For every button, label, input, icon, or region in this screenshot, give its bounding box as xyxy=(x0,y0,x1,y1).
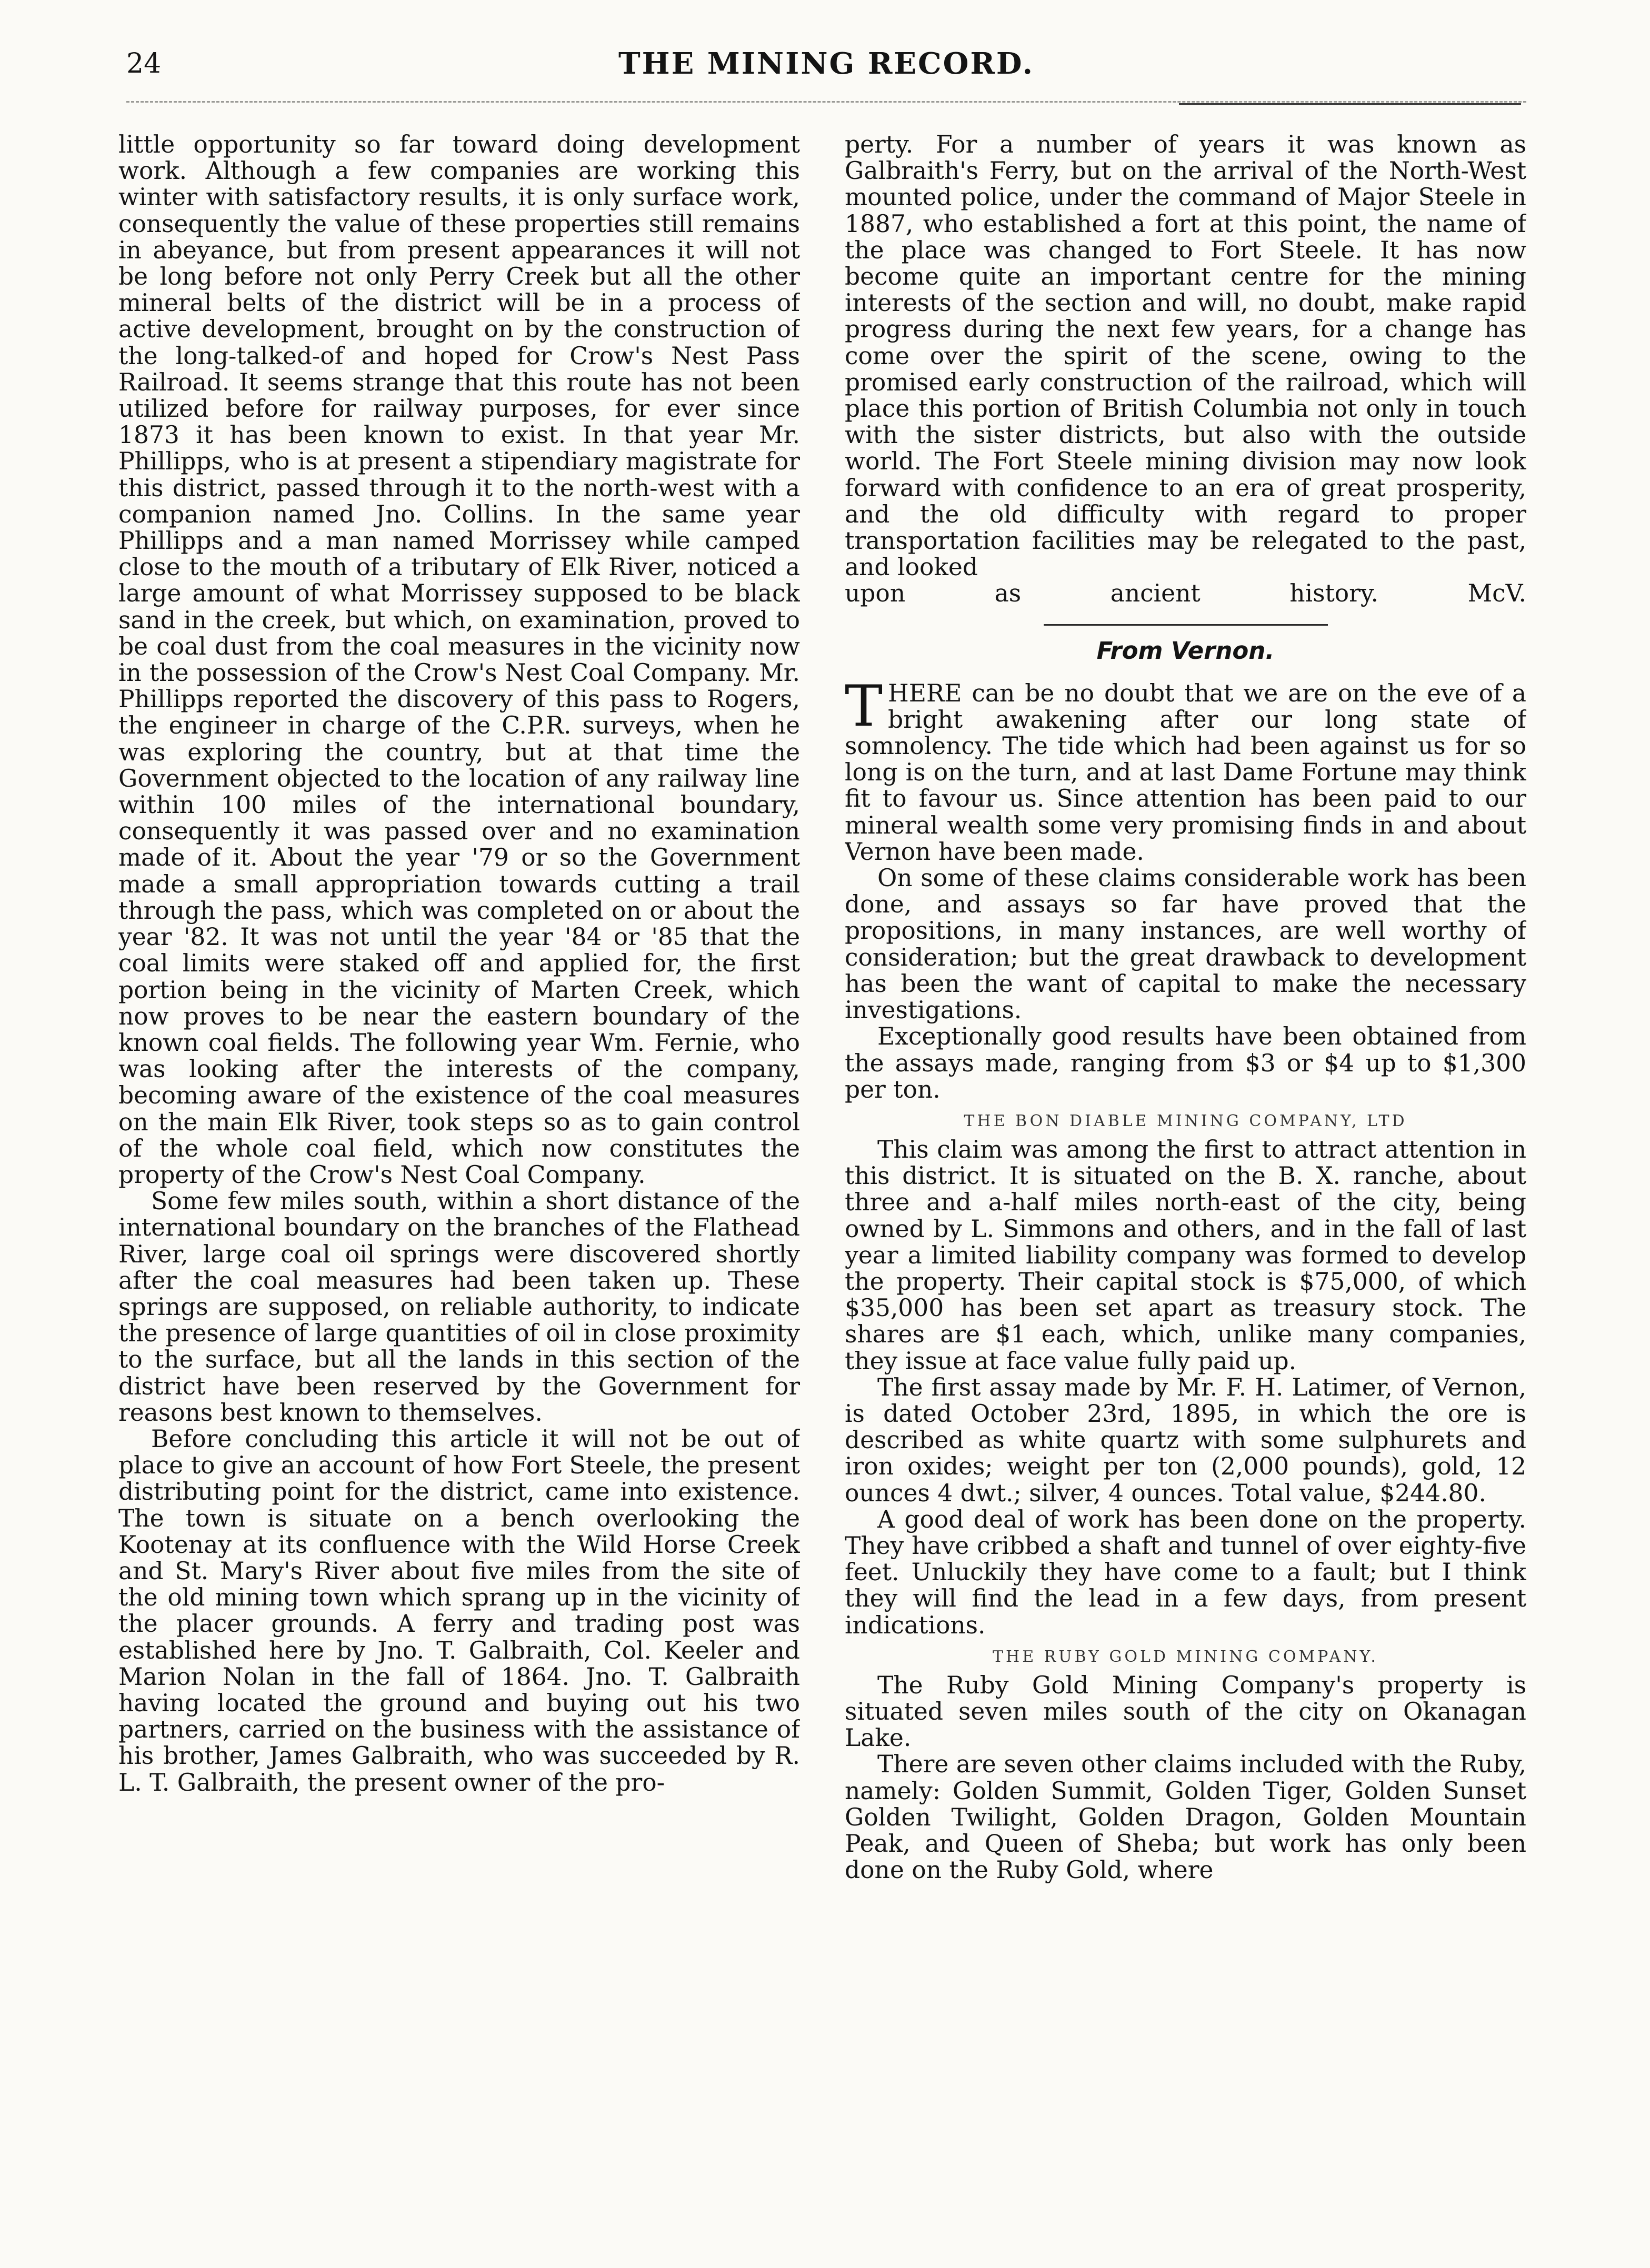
bon-diable-paragraph: This claim was among the first to attract attention in this district. It is situated on the B. X. ranche, about three and a-half miles north-east of the city, being owned by L. Simmons and others, and in the fall of last year a limited liability company was formed to develop the property. Their capital stock is $75,000, of which $35,000 has been set apart as treasury stock. The shares are $1 each, which, unlike many companies, they issue at face value fully paid up. xyxy=(845,1135,1526,1375)
article-paragraph: Some few miles south, within a short distance of the international boundary on the branches of the Flathead River, large coal oil springs were discovered shortly after the coal measures had been taken up. These springs are supposed, on reliable authority, to indicate the presence of large quantities of oil in close proximity to the surface, but all the lands in this section of the district have been reserved by the Government for reasons best known to themselves. xyxy=(118,1187,800,1427)
header-rule xyxy=(126,101,1526,103)
closing-text: upon as ancient history. xyxy=(845,579,1378,608)
section-title: From Vernon. xyxy=(1096,636,1275,665)
vernon-paragraph: Exceptionally good results have been obtained from the assays made, ranging from $3 or $4 up to $1,300 per ton. xyxy=(845,1022,1526,1103)
vernon-paragraph: THERE can be no doubt that we are on the eve of a bright awakening after our long state of somnolency. The tide which had been against us for so long is on the turn, and at last Dame Fortune may think fit to favour us. Since attention has been paid to our mineral wealth some very promising finds in and about Vernon have been made. xyxy=(845,673,1526,866)
page-header xyxy=(126,45,1526,93)
journal-title: THE MINING RECORD. xyxy=(618,46,1034,81)
bon-diable-paragraph: The first assay made by Mr. F. H. Latimer, of Vernon, is dated October 23rd, 1895, in which the ore is described as white quartz with some sulphurets and iron oxides; weight per ton (2,000 pounds), gold, 12 ounces 4 dwt.; silver, 4 ounces. Total value, $244.80. xyxy=(845,1373,1526,1507)
article-paragraph: Before concluding this article it will not be out of place to give an account of how Fort Steele, the present distributing point for the district, came into existence. The town is situate on a bench overlooking the Kootenay at its confluence with the Wild Horse Creek and St. Mary's River about five miles from the site of the old mining town which sprang up in the vicinity of the placer grounds. A ferry and trading post was established here by Jno. T. Galbraith, Col. Keeler and Marion Nolan in the fall of 1864. Jno. T. Galbraith having located the ground and buying out his two partners, carried on the business with the assistance of his brother, James Galbraith, who was succeeded by R. L. T. Galbraith, the present owner of the pro- xyxy=(118,1424,800,1797)
right-column xyxy=(845,132,1526,2210)
article-continuation: perty. For a number of years it was known as Galbraith's Ferry, but on the arrival of the North-West mounted police, under the command of Major Steele in 1887, who established a fort at this point, the name of the place was changed to Fort Steele. It has now become quite an important centre for the mining interests of the section and will, no doubt, make rapid progress during the next few years, for a change has come over the spirit of the scene, owing to the promised early construction of the railroad, which will place this portion of British Columbia not only in touch with the sister districts, but also with the outside world. The Fort Steele mining division may now look forward with confidence to an era of great prosperity, and the old difficulty with regard to proper transportation facilities may be relegated to the past, and looked xyxy=(845,132,1526,581)
section-divider xyxy=(1044,624,1328,626)
subhead-ruby-gold: THE RUBY GOLD MINING COMPANY. xyxy=(993,1647,1378,1666)
vernon-paragraph: On some of these claims considerable work has been done, and assays so far have proved that the propositions, in many instances, are well worthy of consideration; but the great drawback to development has been the want of capital to make the necessary investigations. xyxy=(845,864,1526,1025)
left-column xyxy=(118,132,800,2210)
author-signature: McV. xyxy=(1467,579,1526,608)
article-closing-line xyxy=(845,580,1526,607)
subhead-bon-diable: THE BON DIABLE MINING COMPANY, LTD xyxy=(964,1111,1407,1130)
ruby-paragraph: The Ruby Gold Mining Company's property is situated seven miles south of the city on Okanagan Lake. xyxy=(845,1671,1526,1752)
ruby-paragraph: There are seven other claims included with the Ruby, namely: Golden Summit, Golden Tiger, Golden Sunset Golden Twilight, Golden Dragon, Golden Mountain Peak, and Queen of Sheba; but work has only been done on the Ruby Gold, where xyxy=(845,1750,1526,1884)
article-paragraph: little opportunity so far toward doing development work. Although a few companies are working this winter with satisfactory results, it is only surface work, consequently the value of these properties still remains in abeyance, but from present appearances it will not be long before not only Perry Creek but all the other mineral belts of the district will be in a process of active development, brought on by the construction of the long-talked-of and hoped for Crow's Nest Pass Railroad. It seems strange that this route has not been utilized before for railway purposes, for ever since 1873 it has been known to exist. In that year Mr. Phillipps, who is at present a stipendiary magistrate for this district, passed through it to the north-west with a companion named Jno. Collins. In the same year Phillipps and a man named Morrissey while camped close to the mouth of a tributary of Elk River, noticed a large amount of what Morrissey supposed to be black sand in the creek, but which, on examination, proved to be coal dust from the coal measures in the vicinity now in the possession of the Crow's Nest Coal Company. Mr. Phillipps reported the discovery of this pass to Rogers, the engineer in charge of the C.P.R. surveys, when he was exploring the country, but at that time the Government objected to the location of any railway line within 100 miles of the international boundary, consequently it was passed over and no examination made of it. About the year '79 or so the Government made a small appropriation towards cutting a trail through the pass, which was completed on or about the year '82. It was not until the year '84 or '85 that the coal limits were staked off and applied for, the first portion being in the vicinity of Marten Creek, which now proves to be near the eastern boundary of the known coal fields. The following year Wm. Fernie, who was looking after the interests of the company, becoming aware of the existence of the coal measures on the main Elk River, took steps so as to gain control of the whole coal field, which now constitutes the property of the Crow's Nest Coal Company. xyxy=(118,132,800,1189)
bon-diable-paragraph: A good deal of work has been done on the property. They have cribbed a shaft and tunnel of over eighty-five feet. Unluckily they have come to a fault; but I think they will find the lead in a few days, from present indications. xyxy=(845,1505,1526,1639)
header-rule-right xyxy=(1179,103,1521,105)
page-number: 24 xyxy=(126,48,162,79)
